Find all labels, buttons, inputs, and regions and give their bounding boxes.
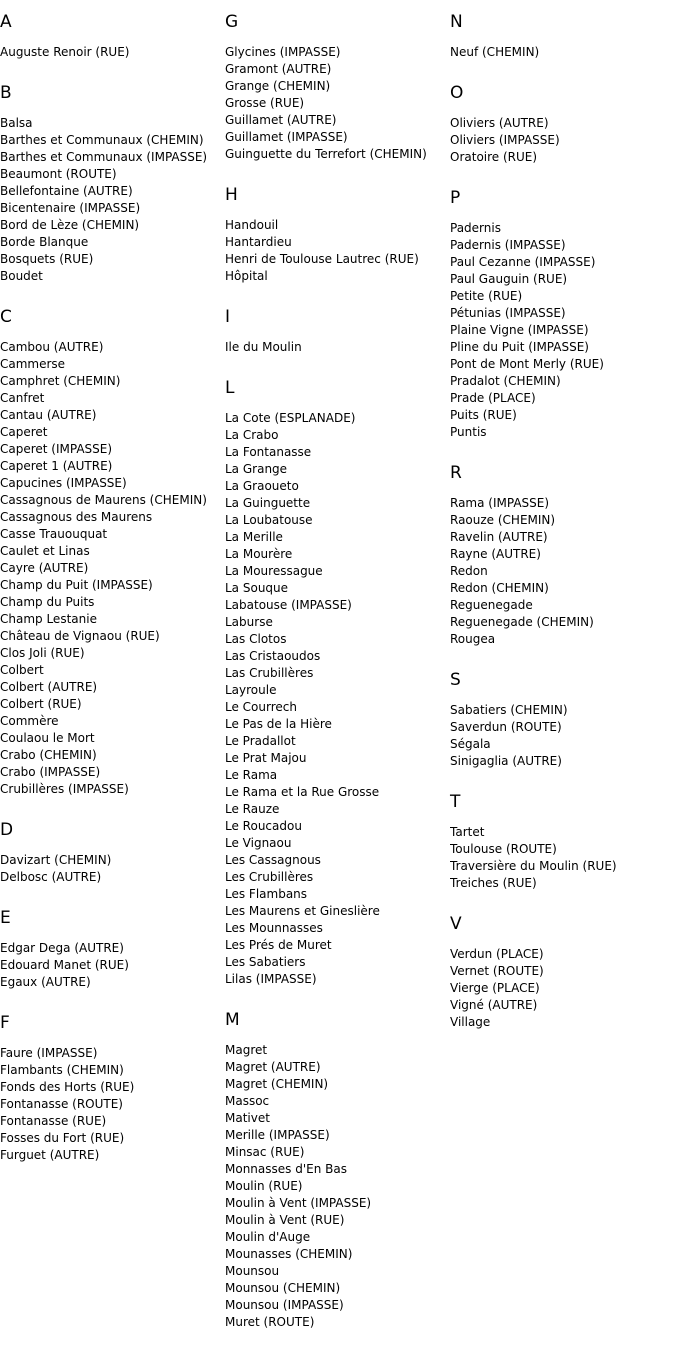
street-entry: Le Pradallot [225, 734, 296, 748]
street-entry: Gramont (AUTRE) [225, 62, 332, 76]
street-entry: Faure (IMPASSE) [0, 1046, 98, 1060]
street-entry: Cantau (AUTRE) [0, 408, 97, 422]
street-entry: Puntis [450, 425, 487, 439]
street-list [450, 220, 675, 441]
street-entry: Bellefontaine (AUTRE) [0, 184, 133, 198]
street-list [0, 339, 225, 798]
street-entry: Vigné (AUTRE) [450, 998, 538, 1012]
street-entry: Cayre (AUTRE) [0, 561, 89, 575]
street-entry: Tartet [450, 825, 485, 839]
section-letter-heading: N [450, 12, 463, 32]
section-letter-heading: F [0, 1013, 10, 1033]
letter-section [0, 1013, 225, 1164]
street-entry: Hôpital [225, 269, 268, 283]
index-column-3 [450, 0, 675, 1053]
section-letter-heading: O [450, 83, 464, 103]
street-entry: Grange (CHEMIN) [225, 79, 331, 93]
street-entry: Traversière du Moulin (RUE) [450, 859, 617, 873]
section-letter-heading: D [0, 820, 14, 840]
index-column-1 [0, 0, 225, 1186]
section-letter-heading: P [450, 188, 461, 208]
street-entry: Mounsou (IMPASSE) [225, 1298, 344, 1312]
street-entry: Delbosc (AUTRE) [0, 870, 102, 884]
street-entry: Layroule [225, 683, 277, 697]
street-entry: Raouze (CHEMIN) [450, 513, 556, 527]
street-entry: Magret (CHEMIN) [225, 1077, 329, 1091]
street-list [0, 115, 225, 285]
street-entry: Les Prés de Muret [225, 938, 332, 952]
street-list [0, 1045, 225, 1164]
street-entry: Rayne (AUTRE) [450, 547, 541, 561]
street-entry: Les Maurens et Gineslière [225, 904, 380, 918]
street-entry: Pont de Mont Merly (RUE) [450, 357, 604, 371]
street-entry: La Guinguette [225, 496, 311, 510]
street-list [450, 946, 675, 1031]
letter-section [225, 378, 450, 988]
section-letter-heading: G [225, 12, 239, 32]
street-entry: Oliviers (IMPASSE) [450, 133, 560, 147]
letter-section [225, 307, 450, 356]
street-entry: Redon (CHEMIN) [450, 581, 549, 595]
section-letter-heading: T [450, 792, 461, 812]
street-entry: Fonds des Horts (RUE) [0, 1080, 135, 1094]
street-entry: Merille (IMPASSE) [225, 1128, 330, 1142]
street-entry: La Grange [225, 462, 288, 476]
street-entry: Ségala [450, 737, 491, 751]
street-entry: Sinigaglia (AUTRE) [450, 754, 562, 768]
street-entry: Château de Vignaou (RUE) [0, 629, 160, 643]
street-entry: Barthes et Communaux (IMPASSE) [0, 150, 208, 164]
street-entry: Casse Trauouquat [0, 527, 108, 541]
street-entry: La Merille [225, 530, 283, 544]
letter-section [450, 914, 675, 1031]
street-entry: Bicentenaire (IMPASSE) [0, 201, 141, 215]
street-entry: Crabo (IMPASSE) [0, 765, 101, 779]
letter-section [0, 83, 225, 285]
street-entry: Clos Joli (RUE) [0, 646, 85, 660]
street-entry: Borde Blanque [0, 235, 89, 249]
street-entry: Paul Gauguin (RUE) [450, 272, 568, 286]
street-entry: Glycines (IMPASSE) [225, 45, 341, 59]
street-entry: Magret (AUTRE) [225, 1060, 321, 1074]
street-entry: Paul Cezanne (IMPASSE) [450, 255, 596, 269]
letter-section [450, 83, 675, 166]
street-entry: Guinguette du Terrefort (CHEMIN) [225, 147, 427, 161]
street-entry: Puits (RUE) [450, 408, 517, 422]
street-entry: Las Crubillères [225, 666, 314, 680]
street-entry: Cassagnous de Maurens (CHEMIN) [0, 493, 207, 507]
letter-section [450, 463, 675, 648]
street-entry: Bord de Lèze (CHEMIN) [0, 218, 140, 232]
street-entry: Las Clotos [225, 632, 287, 646]
street-entry: Minsac (RUE) [225, 1145, 305, 1159]
section-letter-heading: B [0, 83, 12, 103]
street-entry: Redon [450, 564, 488, 578]
street-entry: Davizart (CHEMIN) [0, 853, 112, 867]
street-list [0, 940, 225, 991]
street-entry: Cammerse [0, 357, 66, 371]
street-entry: Le Courrech [225, 700, 297, 714]
street-entry: Ravelin (AUTRE) [450, 530, 548, 544]
street-list [225, 1042, 450, 1331]
street-entry: La Cote (ESPLANADE) [225, 411, 356, 425]
street-entry: Canfret [0, 391, 45, 405]
street-entry: Pétunias (IMPASSE) [450, 306, 566, 320]
letter-section [450, 188, 675, 441]
street-entry: Caperet (IMPASSE) [0, 442, 113, 456]
letter-section [0, 12, 225, 61]
section-letter-heading: L [225, 378, 235, 398]
section-letter-heading: C [0, 307, 12, 327]
street-entry: La Fontanasse [225, 445, 312, 459]
street-entry: Champ du Puit (IMPASSE) [0, 578, 153, 592]
street-entry: Colbert (RUE) [0, 697, 82, 711]
street-entry: Magret [225, 1043, 268, 1057]
street-entry: Guillamet (IMPASSE) [225, 130, 348, 144]
street-entry: Auguste Renoir (RUE) [0, 45, 130, 59]
street-list [0, 852, 225, 886]
street-entry: La Graoueto [225, 479, 299, 493]
street-entry: Champ Lestanie [0, 612, 97, 626]
section-letter-heading: I [225, 307, 231, 327]
section-letter-heading: M [225, 1010, 240, 1030]
street-entry: Camphret (CHEMIN) [0, 374, 121, 388]
street-entry: La Loubatouse [225, 513, 313, 527]
street-entry: Petite (RUE) [450, 289, 523, 303]
section-letter-heading: R [450, 463, 462, 483]
street-entry: Le Rauze [225, 802, 280, 816]
street-entry: Boudet [0, 269, 43, 283]
street-entry: Muret (ROUTE) [225, 1315, 315, 1329]
street-entry: Prade (PLACE) [450, 391, 536, 405]
letter-section [225, 1010, 450, 1331]
street-entry: Henri de Toulouse Lautrec (RUE) [225, 252, 419, 266]
street-entry: La Crabo [225, 428, 279, 442]
street-entry: Egaux (AUTRE) [0, 975, 91, 989]
street-list [225, 44, 450, 163]
street-list [450, 115, 675, 166]
street-entry: Moulin d'Auge [225, 1230, 311, 1244]
street-entry: Plaine Vigne (IMPASSE) [450, 323, 589, 337]
street-entry: Neuf (CHEMIN) [450, 45, 540, 59]
street-entry: La Souque [225, 581, 289, 595]
street-entry: Mativet [225, 1111, 270, 1125]
street-entry: Coulaou le Mort [0, 731, 95, 745]
street-list [0, 44, 225, 61]
street-entry: Reguenegade (CHEMIN) [450, 615, 594, 629]
letter-section [0, 820, 225, 886]
street-list [450, 495, 675, 648]
street-entry: Edouard Manet (RUE) [0, 958, 129, 972]
street-entry: Guillamet (AUTRE) [225, 113, 337, 127]
street-entry: Le Roucadou [225, 819, 302, 833]
street-entry: La Mouressague [225, 564, 323, 578]
street-entry: Toulouse (ROUTE) [450, 842, 557, 856]
street-entry: Laburse [225, 615, 273, 629]
street-entry: Caperet [0, 425, 48, 439]
street-entry: Les Crubillères [225, 870, 314, 884]
letter-section [450, 670, 675, 770]
street-list [450, 44, 675, 61]
letter-section [450, 792, 675, 892]
street-entry: Padernis [450, 221, 501, 235]
street-entry: Les Mounnasses [225, 921, 323, 935]
street-entry: Flambants (CHEMIN) [0, 1063, 124, 1077]
street-entry: Mounsou [225, 1264, 280, 1278]
street-entry: Rougea [450, 632, 496, 646]
street-entry: Le Pas de la Hière [225, 717, 332, 731]
street-entry: Lilas (IMPASSE) [225, 972, 317, 986]
section-letter-heading: H [225, 185, 238, 205]
index-column-2 [225, 0, 450, 1353]
street-entry: Fosses du Fort (RUE) [0, 1131, 125, 1145]
section-letter-heading: S [450, 670, 461, 690]
street-entry: Mounsou (CHEMIN) [225, 1281, 341, 1295]
street-entry: Colbert (AUTRE) [0, 680, 98, 694]
letter-section [225, 12, 450, 163]
section-letter-heading: V [450, 914, 462, 934]
letter-section [450, 12, 675, 61]
street-entry: Cassagnous des Maurens [0, 510, 153, 524]
street-entry: Les Cassagnous [225, 853, 321, 867]
street-entry: Padernis (IMPASSE) [450, 238, 566, 252]
street-entry: Fontanasse (RUE) [0, 1114, 107, 1128]
street-entry: Oratoire (RUE) [450, 150, 538, 164]
street-entry: Caperet 1 (AUTRE) [0, 459, 113, 473]
street-entry: Le Vignaou [225, 836, 292, 850]
street-entry: Beaumont (ROUTE) [0, 167, 117, 181]
street-entry: Vierge (PLACE) [450, 981, 540, 995]
street-entry: Moulin (RUE) [225, 1179, 303, 1193]
street-entry: Reguenegade [450, 598, 533, 612]
street-entry: Pline du Puit (IMPASSE) [450, 340, 589, 354]
street-entry: Commère [0, 714, 59, 728]
street-entry: Barthes et Communaux (CHEMIN) [0, 133, 204, 147]
street-entry: Massoc [225, 1094, 270, 1108]
street-entry: Les Flambans [225, 887, 308, 901]
street-entry: Mounasses (CHEMIN) [225, 1247, 353, 1261]
street-entry: Fontanasse (ROUTE) [0, 1097, 123, 1111]
letter-section [0, 307, 225, 798]
street-entry: Monnasses d'En Bas [225, 1162, 347, 1176]
street-entry: Moulin à Vent (RUE) [225, 1213, 345, 1227]
street-entry: Verdun (PLACE) [450, 947, 544, 961]
street-entry: Treiches (RUE) [450, 876, 537, 890]
street-list [225, 410, 450, 988]
street-entry: Le Rama [225, 768, 278, 782]
street-list [225, 217, 450, 285]
street-entry: Crubillères (IMPASSE) [0, 782, 129, 796]
street-entry: Le Prat Majou [225, 751, 307, 765]
street-entry: Ile du Moulin [225, 340, 302, 354]
street-list [225, 339, 450, 356]
street-list [450, 702, 675, 770]
letter-section [0, 908, 225, 991]
street-entry: Furguet (AUTRE) [0, 1148, 100, 1162]
street-entry: Colbert [0, 663, 44, 677]
street-entry: Handouil [225, 218, 279, 232]
street-entry: Edgar Dega (AUTRE) [0, 941, 124, 955]
street-entry: Labatouse (IMPASSE) [225, 598, 352, 612]
street-entry: Las Cristaoudos [225, 649, 321, 663]
section-letter-heading: A [0, 12, 12, 32]
street-list [450, 824, 675, 892]
street-entry: Rama (IMPASSE) [450, 496, 550, 510]
street-entry: Les Sabatiers [225, 955, 306, 969]
street-entry: Oliviers (AUTRE) [450, 116, 549, 130]
street-entry: Balsa [0, 116, 33, 130]
street-entry: Moulin à Vent (IMPASSE) [225, 1196, 372, 1210]
street-entry: Capucines (IMPASSE) [0, 476, 127, 490]
street-entry: La Mourère [225, 547, 293, 561]
street-entry: Hantardieu [225, 235, 292, 249]
section-letter-heading: E [0, 908, 11, 928]
street-entry: Bosquets (RUE) [0, 252, 94, 266]
street-entry: Vernet (ROUTE) [450, 964, 544, 978]
street-entry: Champ du Puits [0, 595, 95, 609]
street-entry: Grosse (RUE) [225, 96, 305, 110]
street-entry: Sabatiers (CHEMIN) [450, 703, 568, 717]
letter-section [225, 185, 450, 285]
street-entry: Caulet et Linas [0, 544, 90, 558]
street-entry: Crabo (CHEMIN) [0, 748, 97, 762]
street-entry: Saverdun (ROUTE) [450, 720, 562, 734]
street-entry: Le Rama et la Rue Grosse [225, 785, 380, 799]
street-entry: Cambou (AUTRE) [0, 340, 104, 354]
street-entry: Village [450, 1015, 491, 1029]
street-entry: Pradalot (CHEMIN) [450, 374, 561, 388]
